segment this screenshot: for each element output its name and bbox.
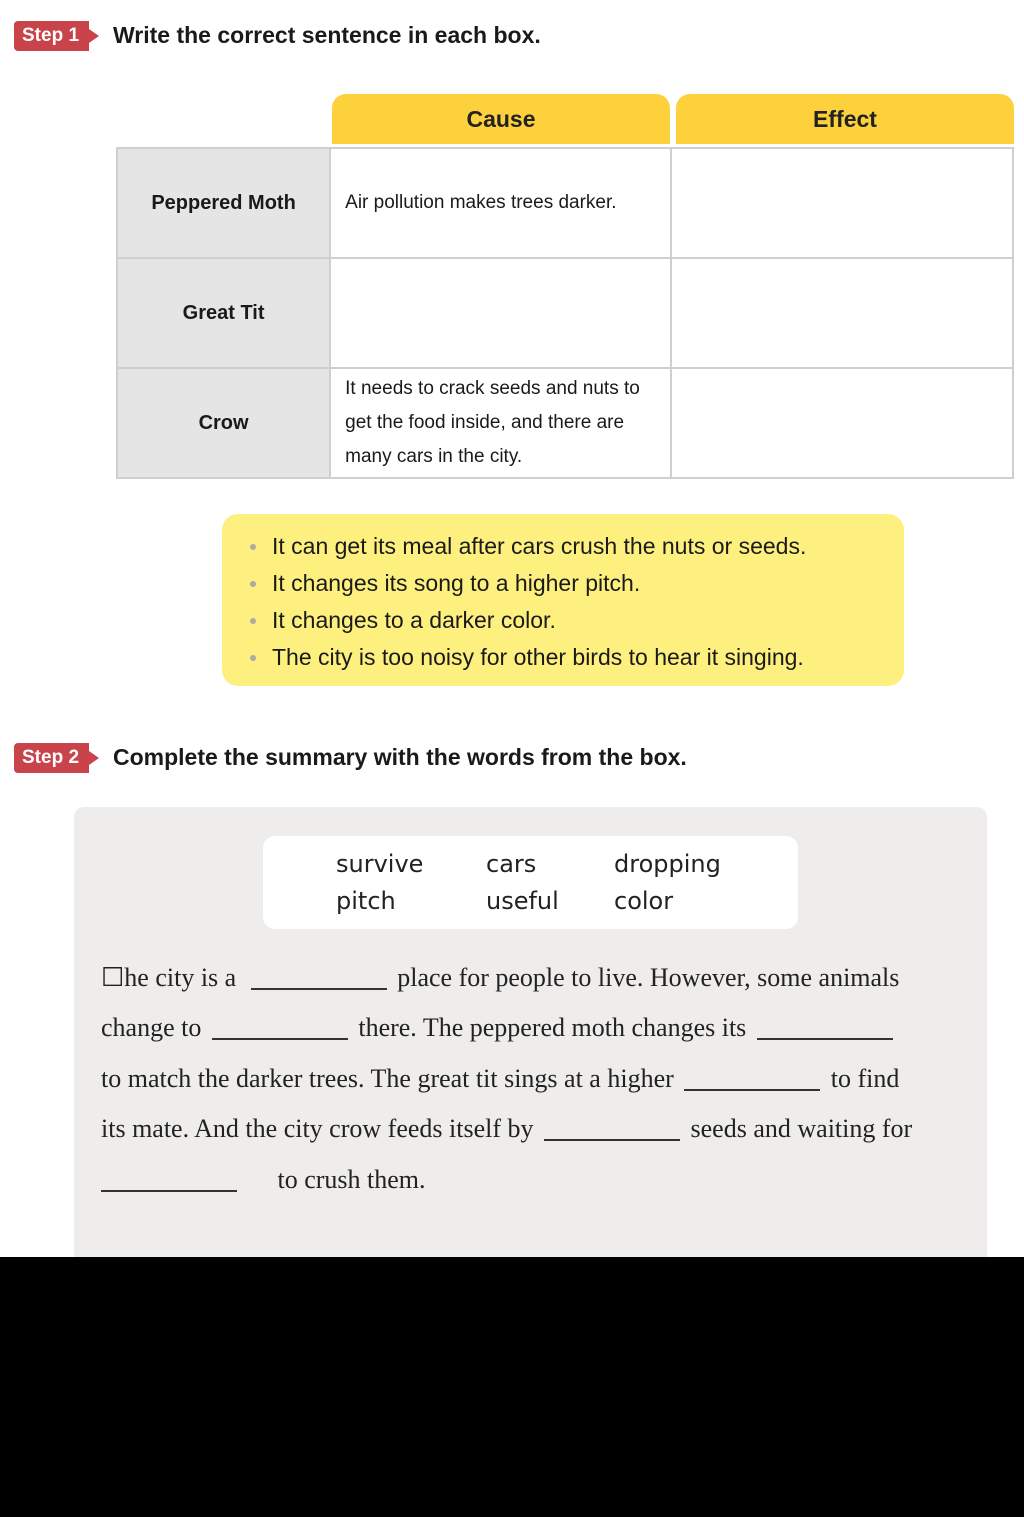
- table-row: [117, 148, 1013, 258]
- summary-line: [101, 1063, 899, 1103]
- step1-title: Write the correct sentence in each box.: [113, 22, 541, 48]
- word-bank-item: useful: [486, 887, 559, 915]
- cause-cell[interactable]: [330, 258, 671, 368]
- cause-effect-table: [116, 147, 1014, 479]
- word-bank-item: cars: [486, 850, 537, 878]
- summary-text-segment: place for people to live. However, some animals: [397, 963, 900, 992]
- effect-cell[interactable]: [671, 148, 1013, 258]
- blank-6[interactable]: [101, 1164, 237, 1192]
- blank-4[interactable]: [684, 1063, 820, 1091]
- summary-text-segment: ☐he city is a: [101, 963, 237, 992]
- word-bank-item: pitch: [336, 887, 396, 915]
- effect-cell[interactable]: [671, 258, 1013, 368]
- blank-5[interactable]: [544, 1113, 680, 1141]
- cause-cell[interactable]: Air pollution makes trees darker.: [330, 148, 671, 258]
- blank-2[interactable]: [212, 1012, 348, 1040]
- summary-text-segment: to find: [830, 1064, 900, 1093]
- word-bank-item: survive: [336, 850, 424, 878]
- summary-line: [101, 1113, 912, 1153]
- option-item: It can get its meal after cars crush the nuts or seeds.: [248, 528, 904, 565]
- summary-text-segment: its mate. And the city crow feeds itself by: [101, 1114, 534, 1143]
- blank-1[interactable]: [251, 962, 387, 990]
- summary-line: [101, 962, 899, 1002]
- step2-badge: Step 2: [14, 743, 89, 773]
- table-row: [117, 258, 1013, 368]
- cause-header: Cause: [332, 94, 670, 144]
- option-item: It changes to a darker color.: [248, 602, 904, 639]
- summary-text-segment: to match the darker trees. The great tit sings at a higher: [101, 1064, 674, 1093]
- summary-text-segment: to crush them.: [277, 1165, 426, 1194]
- step2-title: Complete the summary with the words from the box.: [113, 744, 687, 770]
- step1-badge: Step 1: [14, 21, 89, 51]
- table-row: [117, 368, 1013, 478]
- option-item: It changes its song to a higher pitch.: [248, 565, 904, 602]
- summary-text-segment: there. The peppered moth changes its: [358, 1013, 747, 1042]
- row-label-great-tit: Great Tit: [117, 258, 330, 368]
- cause-cell[interactable]: It needs to crack seeds and nuts to get the food inside, and there are many cars in the city.: [330, 368, 671, 478]
- effect-cell[interactable]: [671, 368, 1013, 478]
- effect-header: Effect: [676, 94, 1014, 144]
- row-label-crow: Crow: [117, 368, 330, 478]
- summary-text-segment: change to: [101, 1013, 202, 1042]
- blank-3[interactable]: [757, 1012, 893, 1040]
- summary-text-segment: seeds and waiting for: [690, 1114, 913, 1143]
- option-item: The city is too noisy for other birds to hear it singing.: [248, 639, 904, 676]
- word-bank-item: dropping: [614, 850, 721, 878]
- summary-line: [101, 1164, 426, 1204]
- sentence-options-box: [222, 514, 904, 686]
- row-label-peppered-moth: Peppered Moth: [117, 148, 330, 258]
- word-bank-item: color: [614, 887, 674, 915]
- black-bottom-area: [0, 1257, 1024, 1517]
- summary-line: [101, 1012, 897, 1052]
